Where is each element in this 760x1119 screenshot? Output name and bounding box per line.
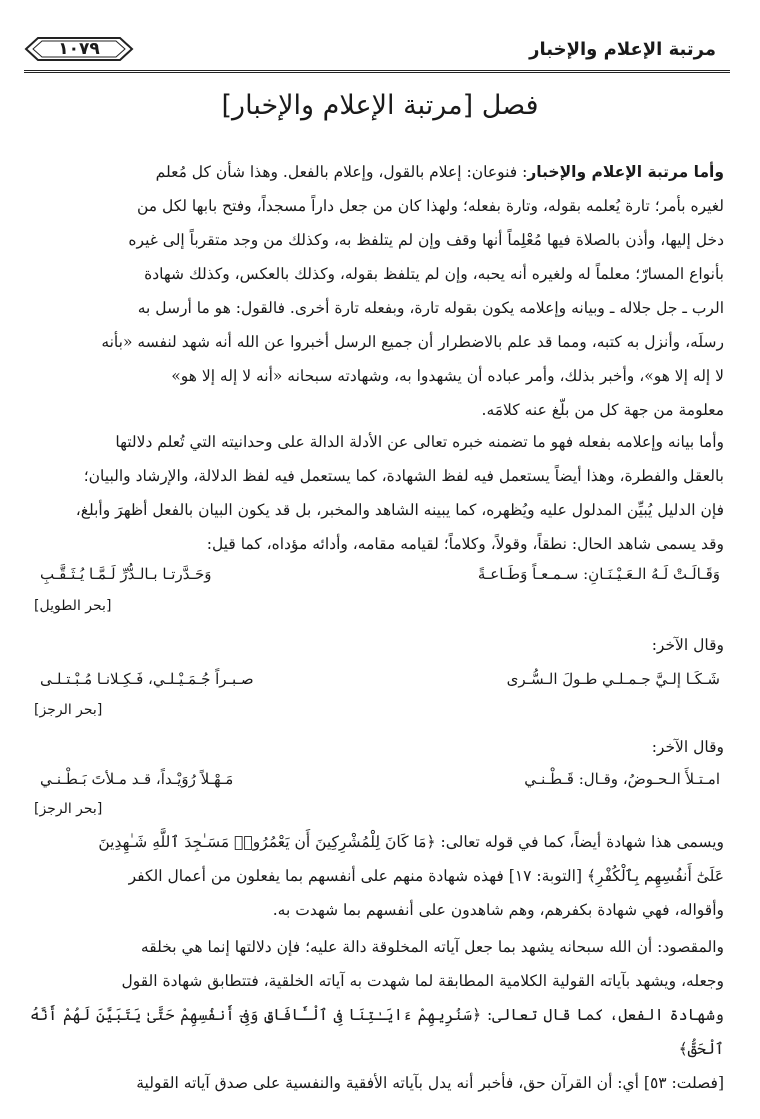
paragraph-3-line-3: وأقواله، فهي شهادة بكفرهم، وهم شاهدون على أنفسهم بما شهدت به. [272, 901, 724, 919]
verse-1-meter: [بحر الطويل] [34, 598, 112, 614]
paragraph-1-line-6: رسلَه، وأنزل به كتبه، ومما قد علم بالاضطرار أن جميع الرسل أخبروا عن الله أنه شهد لنفسه «بأنه [101, 333, 724, 351]
section-title: فصل [مرتبة الإعلام والإخبار] [221, 90, 539, 121]
paragraph-1-line-8: معلومة من جهة كل من بلّغ عنه كلامَه. [481, 401, 724, 419]
paragraph-2-line-4: وقد يسمى شاهد الحال: نطقاً، وقولاً، وكلاماً؛ لقيامه مقامه، وأدائه مؤداه، كما قيل: [206, 535, 724, 553]
paragraph-3-line-2: عَلَىٰٓ أَنفُسِهِم بِٱلْكُفْرِ﴾ [التوبة: ١٧] فهذه شهادة منهم على أنفسهم بما يفعلون من أعمال الكفر [128, 867, 724, 885]
verse-3-first-hemistich: امـتـلأَ الـحـوضُ، وقـال: قَـطْـنـي [524, 770, 720, 788]
paragraph-1-line-2: لغيره بأمر؛ تارة يُعلمه بقوله، وتارة بفعله؛ ولهذا كان من جعل داراً مسجداً، وفتح بابها لكل من [136, 197, 724, 215]
paragraph-4-line-1: والمقصود: أن الله سبحانه يشهد بما جعل آياته المخلوقة دالة عليه؛ فإن دلالتها إنما هي بخلقه [140, 938, 724, 956]
paragraph-1-line-5: الرب ـ جل جلاله ـ وبيانه وإعلامه يكون بقوله تارة، وبفعله تارة أخرى. فالقول: هو ما أرسل به [137, 299, 724, 317]
header-rule [24, 70, 730, 73]
paragraph-4-line-3: وشهادة الفعل، كما قال تعالى: ﴿سَنُرِيهِمْ ءَايَـٰتِنَا فِى ٱلْـَٔافَاقِ وَفِىٓ أَنفُسِهِمْ حَتَّىٰ يَتَبَيَّنَ لَهُمْ أَنَّهُ ٱلْحَقُّ﴾ [30, 1006, 724, 1058]
running-header [24, 30, 716, 68]
paragraph-3-line-1: ويسمى هذا شهادة أيضاً، كما في قوله تعالى: ﴿مَا كَانَ لِلْمُشْرِكِينَ أَن يَعْمُرُوا۟ مَسَـٰجِدَ ٱللَّهِ شَـٰهِدِينَ [98, 833, 724, 851]
paragraph-1-line-1: وأما مرتبة الإعلام والإخبار: فنوعان: إعلام بالقول، وإعلام بالفعل. وهذا شأن كل مُعلم [155, 163, 724, 181]
paragraph-1-line-3: دخل إليها، وأذن بالصلاة فيها مُعْلِماً أنها وقف وإن لم يتلفظ به، وكذلك من وجد متقرباً إلى غيره [128, 231, 724, 249]
verse-2-meter: [بحر الرجز] [34, 702, 103, 718]
page-number-frame [24, 36, 134, 62]
verse-2-second-hemistich: صـبـراً جُـمَـيْـلـي، فَـكِـلانـا مُـبْـتـلـى [40, 670, 254, 688]
page-number: ١٠٧٩ [58, 39, 100, 59]
verse-1-second-hemistich: وَحَـدَّرتـا بـالـدُّرِّ لَـمَّـا يُـثَـقَّـبِ [40, 565, 212, 583]
verse-3-intro: وقال الآخر: [651, 738, 724, 756]
paragraph-1 [30, 155, 724, 427]
verse-2-intro: وقال الآخر: [651, 636, 724, 654]
paragraph-3 [30, 825, 724, 927]
paragraph-4 [30, 930, 724, 1100]
paragraph-1-line-7: لا إله إلا هو»، وأخبر بذلك، وأمر عباده أن يشهدوا به، وشهادته سبحانه «أنه لا إله إلا هو» [171, 367, 724, 385]
verse-3-meter: [بحر الرجز] [34, 801, 103, 817]
verse-2-first-hemistich: شَـكَـا إلـيَّ جـمـلـي طـولَ الـسُّـرى [506, 670, 720, 688]
running-title: مرتبة الإعلام والإخبار [529, 38, 716, 60]
paragraph-2-line-2: بالعقل والفطرة، وهذا أيضاً يستعمل فيه لفظ الشهادة، كما يستعمل فيه لفظ الدلالة، والإرشاد والبيان؛ [83, 467, 724, 485]
paragraph-2 [30, 425, 724, 561]
paragraph-1-line-4: بأنواع المسارّ؛ معلماً له ولغيره أنه يحبه، وإن لم يتلفظ بقوله، وكذلك بالعكس، وكذلك شهادة [144, 265, 724, 283]
paragraph-4-line-2: وجعله، ويشهد بآياته القولية الكلامية المطابقة لما شهدت به آياته الخلقية، فتتطابق شهادة القول [121, 972, 724, 990]
verse-3 [40, 770, 720, 788]
verse-1-first-hemistich: وَقَـالَـتْ لَـهُ الـعَـيْـنَـانِ: سـمـعـاً وَطَـاعـةً [477, 565, 720, 583]
lead-phrase: وأما مرتبة الإعلام والإخبار [527, 163, 724, 181]
verse-1 [40, 565, 720, 583]
paragraph-4-line-4: [فصلت: ٥٣] أي: أن القرآن حق، فأخبر أنه يدل بآياته الأفقية والنفسية على صدق آياته القولية [136, 1074, 724, 1092]
verse-3-second-hemistich: مَـهْـلاً رُوَيْـداً، قـد مـلأتَ بَـطْـنـي [40, 770, 234, 788]
paragraph-2-line-1: وأما بيانه وإعلامه بفعله فهو ما تضمنه خبره تعالى عن الأدلة الدالة على وحدانيته التي تُعلم دلالتها [115, 433, 724, 451]
verse-2 [40, 670, 720, 688]
paragraph-2-line-3: فإن الدليل يُبيِّن المدلول عليه ويُظهره، كما يبينه الشاهد والمخبر، بل قد يكون البيان بالفعل أظهرَ وأبلغ، [75, 501, 724, 519]
